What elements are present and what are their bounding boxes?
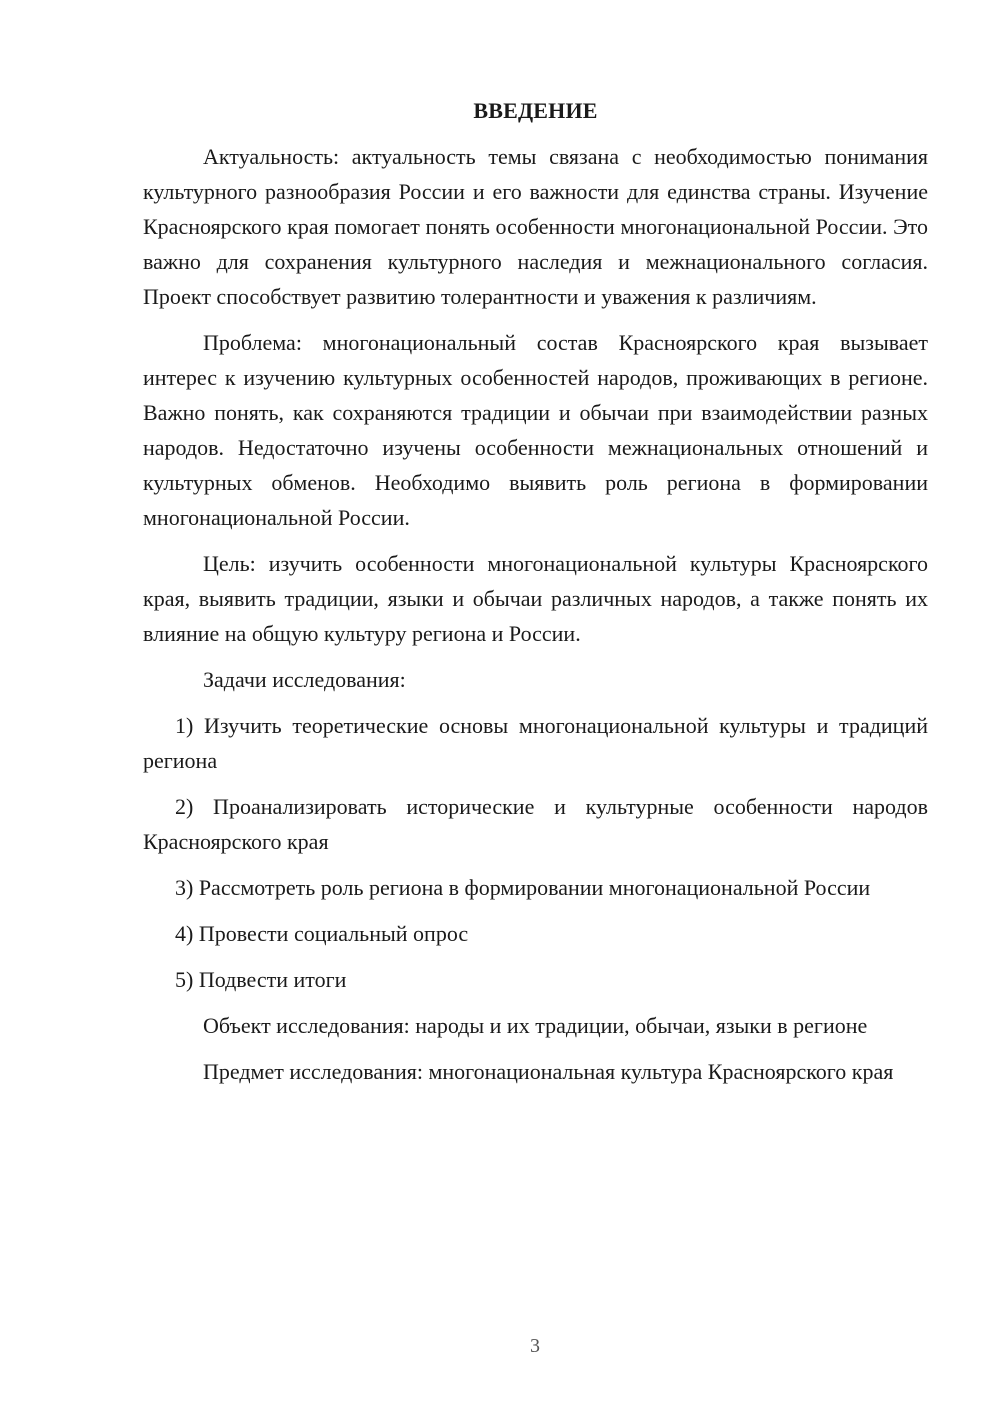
tasks-heading: Задачи исследования: — [203, 667, 406, 692]
task-item: 5) Подвести итоги — [175, 967, 347, 992]
task-item: 4) Провести социальный опрос — [175, 921, 469, 946]
subject-paragraph: Предмет исследования: многонациональная культура Красноярского края — [203, 1059, 894, 1084]
problem-paragraph: Проблема: многонациональный состав Красноярского края вызывает интерес к изучению культурных особенностей народов, проживающих в регионе. Важно понять, как сохраняются традиции и обычаи при взаимодействии разных народов. Недостаточно изучены особенности межнациональных отношений и культурных обменов. Необходимо выявить роль региона в формировании многонациональной России. — [143, 330, 928, 530]
object-paragraph: Объект исследования: народы и их традиции, обычаи, языки в регионе — [203, 1013, 868, 1038]
section-title: ВВЕДЕНИЕ — [473, 98, 598, 123]
task-item: 2) Проанализировать исторические и культурные особенности народов Красноярского края — [143, 794, 928, 854]
task-item: 3) Рассмотреть роль региона в формировании многонациональной России — [175, 875, 871, 900]
document-page — [143, 96, 928, 1100]
goal-paragraph: Цель: изучить особенности многонациональной культуры Красноярского края, выявить традиции, языки и обычаи различных народов, а также понять их влияние на общую культуру региона и России. — [143, 551, 928, 646]
task-item: 1) Изучить теоретические основы многонациональной культуры и традиций региона — [143, 713, 928, 773]
relevance-paragraph: Актуальность: актуальность темы связана с необходимостью понимания культурного разнообразия России и его важности для единства страны. Изучение Красноярского края помогает понять особенности многонациональной России. Это важно для сохранения культурного наследия и межнационального согласия. Проект способствует развитию толерантности и уважения к различиям. — [143, 144, 928, 309]
page-number: 3 — [530, 1335, 540, 1357]
